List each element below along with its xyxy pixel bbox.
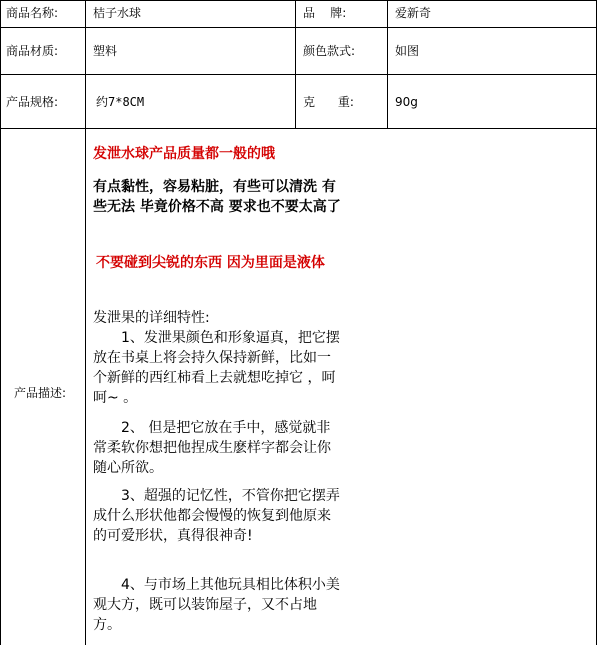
quality-note: 有点黏性，容易粘脏，有些可以清洗 有些无法 毕竟价格不高 要求也不要太高了: [93, 179, 341, 215]
feature-item: 3、超强的记忆性，不管你把它摆弄成什么形状他都会慢慢的恢复到他原来的可爱形状，真得很神奇!: [93, 488, 340, 544]
weight-label: 克 重:: [303, 95, 354, 109]
sharp-object-warning: 不要碰到尖锐的东西 因为里面是液体: [96, 255, 325, 271]
brand-label: 品 牌:: [303, 6, 347, 20]
row-divider: [0, 74, 597, 75]
column-divider: [0, 0, 1, 645]
color-style-label: 颜色款式:: [303, 44, 356, 58]
material-label: 商品材质:: [6, 44, 59, 58]
description-label: 产品描述:: [14, 386, 67, 400]
feature-item: 2、 但是把它放在手中，感觉就非常柔软你想把他捏成生麽样字都会让你随心所欲。: [93, 420, 331, 476]
column-divider: [85, 0, 86, 645]
feature-item: 1、发泄果颜色和形象逼真，把它摆放在书桌上将会持久保持新鲜，比如一个新鲜的西红柿看上去就想吃掉它 ，呵呵~ 。: [93, 330, 340, 406]
brand-value: 爱新奇: [395, 6, 432, 20]
product-name-value: 桔子水球: [93, 6, 142, 20]
column-divider: [387, 0, 388, 128]
row-divider: [0, 128, 597, 129]
color-style-value: 如图: [395, 44, 420, 58]
column-divider: [295, 0, 296, 128]
feature-item: 4、与市场上其他玩具相比体积小美观大方，既可以装饰屋子，又不占地方。: [93, 577, 340, 633]
product-name-label: 商品名称:: [6, 6, 59, 20]
quality-warning: 发泄水球产品质量都一般的哦: [93, 146, 275, 162]
weight-value: 90g: [395, 95, 418, 109]
row-divider: [0, 0, 597, 1]
spec-value: 约7*8CM: [96, 95, 145, 109]
row-divider: [0, 27, 597, 28]
features-title: 发泄果的详细特性:: [93, 310, 210, 326]
spec-label: 产品规格:: [6, 95, 59, 109]
material-value: 塑料: [93, 44, 118, 58]
